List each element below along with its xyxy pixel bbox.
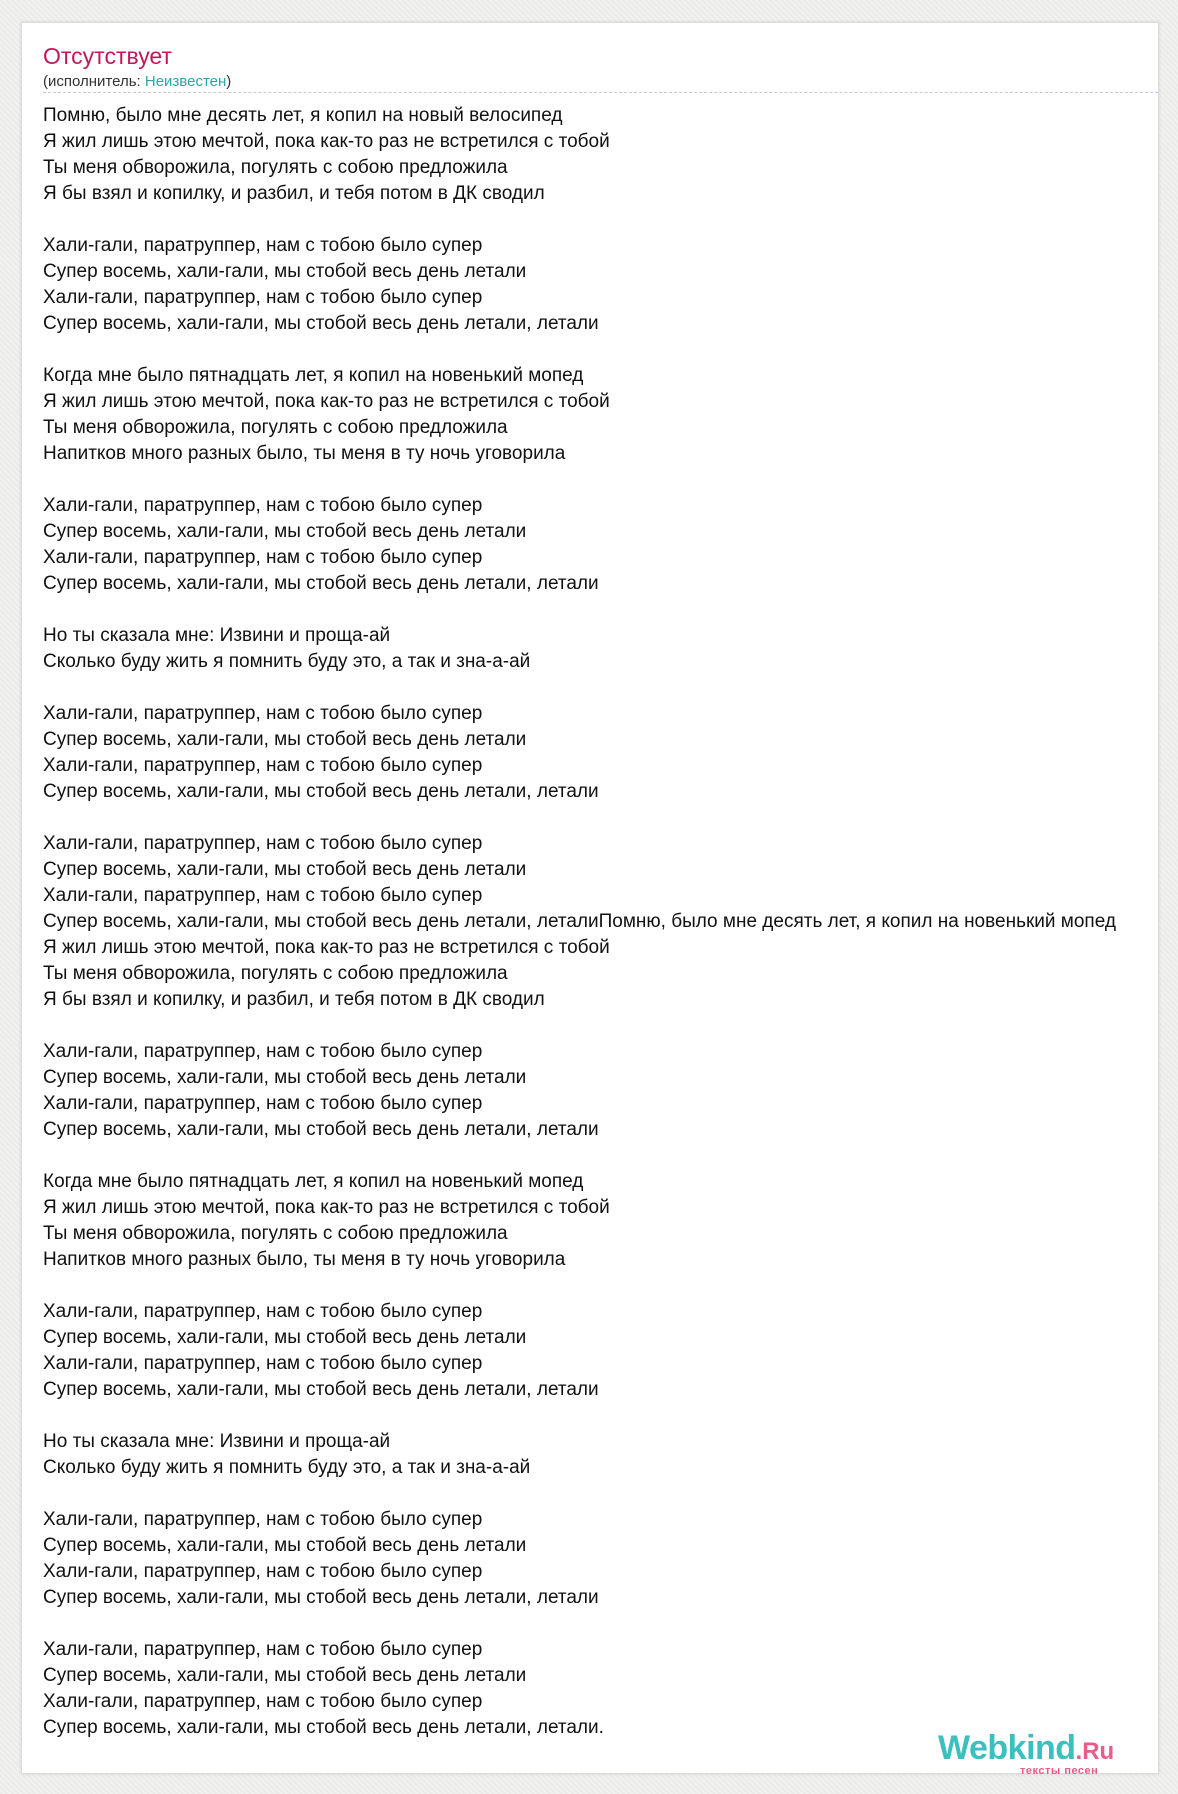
logo-tld: .Ru [1075, 1738, 1115, 1765]
webkind-logo [938, 1729, 1115, 1777]
lyrics-card [21, 22, 1159, 1774]
logo-tagline: тексты песен [1020, 1765, 1099, 1777]
performer-label: (исполнитель: [43, 73, 145, 90]
performer-close: ) [226, 73, 232, 90]
song-meta [43, 73, 231, 90]
artist-link[interactable]: Неизвестен [144, 73, 227, 90]
logo-brand: Webkind [938, 1729, 1076, 1767]
title-divider [43, 92, 1158, 93]
song-title: Отсутствует [43, 43, 172, 69]
lyrics-text: Помню, было мне десять лет, я копил на новый велосипед Я жил лишь этою мечтой, пока как-то раз не встретился с тобой Ты меня обворожила, погулять с собою предложила Я бы взял и копилку, и разбил, и тебя потом в ДК сводил Хали-гали, паратруппер, нам с тобою было супер Супер восемь, хали-гали, мы стобой весь день летали Хали-гали, паратруппер, нам с тобою было супер Супер восемь, хали-гали, мы стобой весь день летали, летали Когда мне было пятнадцать лет, я копил на новенький мопед Я жил лишь этою мечтой, пока как-то раз не встретился с тобой Ты меня обворожила, погулять с собою предложила Напитков много разных было, ты меня в ту ночь уговорила Хали-гали, паратруппер, нам с тобою было супер Супер восемь, хали-гали, мы стобой весь день летали Хали-гали, паратруппер, нам с тобою было супер Супер восемь, хали-гали, мы стобой весь день летали, летали Но ты сказала мне: Извини и проща-ай Сколько буду жить я помнить буду это, а так и зна-а-ай Хали-гали, паратруппер, нам с тобою было супер Супер восемь, хали-гали, мы стобой весь день летали Хали-гали, паратруппер, нам с тобою было супер Супер восемь, хали-гали, мы стобой весь день летали, летали Хали-гали, паратруппер, нам с тобою было супер Супер восемь, хали-гали, мы стобой весь день летали Хали-гали, паратруппер, нам с тобою было супер Супер восемь, хали-гали, мы стобой весь день летали, леталиПомню, было мне десять лет, я копил на новенький мопед Я жил лишь этою мечтой, пока как-то раз не встретился с тобой Ты меня обворожила, погулять с собою предложила Я бы взял и копилку, и разбил, и тебя потом в ДК сводил Хали-гали, паратруппер, нам с тобою было супер Супер восемь, хали-гали, мы стобой весь день летали Хали-гали, паратруппер, нам с тобою было супер Супер восемь, хали-гали, мы стобой весь день летали, летали Когда мне было пятнадцать лет, я копил на новенький мопед Я жил лишь этою мечтой, пока как-то раз не встретился с тобой Ты меня обворожила, погулять с собою предложила Напитков много разных было, ты меня в ту ночь уговорила Хали-гали, паратруппер, нам с тобою было супер Супер восемь, хали-гали, мы стобой весь день летали Хали-гали, паратруппер, нам с тобою было супер Супер восемь, хали-гали, мы стобой весь день летали, летали Но ты сказала мне: Извини и проща-ай Сколько буду жить я помнить буду это, а так и зна-а-ай Хали-гали, паратруппер, нам с тобою было супер Супер восемь, хали-гали, мы стобой весь день летали Хали-гали, паратруппер, нам с тобою было супер Супер восемь, хали-гали, мы стобой весь день летали, летали Хали-гали, паратруппер, нам с тобою было супер Супер восемь, хали-гали, мы стобой весь день летали Хали-гали, паратруппер, нам с тобою было супер Супер восемь, хали-гали, мы стобой весь день летали, летали. [43, 105, 1116, 1738]
